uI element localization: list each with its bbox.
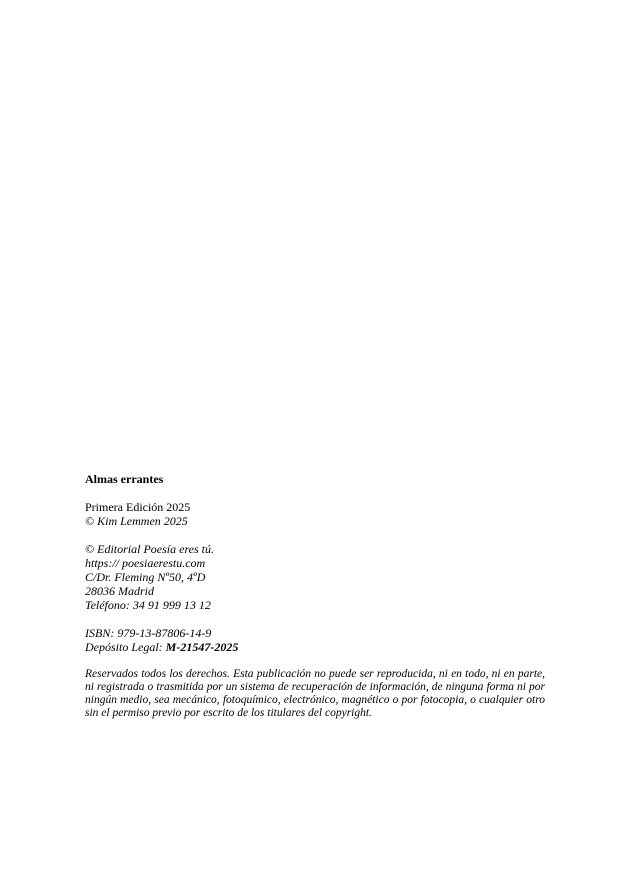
legal-deposit-line: [85, 640, 545, 654]
author-copyright: © Kim Lemmen 2025: [85, 514, 188, 528]
legal-deposit-value: M-21547-2025: [165, 640, 239, 654]
publisher-city: 28036 Madrid: [85, 584, 154, 598]
rights-notice: Reservados todos los derechos. Esta publicación no puede ser reproducida, ni en todo, ni en parte, ni registrada o trasmitida por un sistema de recuperación de información, de ninguna forma ni por ningún medio, sea mecánico, fotoquímico, electrónico, magnético o por fotocopia, o cualquier otro sin el permiso previo por escrito de los titulares del copyright.: [85, 668, 545, 719]
publisher-website: https:// poesiaerestu.com: [85, 556, 206, 570]
spacer: [85, 612, 545, 626]
legal-deposit-label: Depósito Legal:: [85, 640, 166, 654]
spacer: [85, 486, 545, 500]
spacer: [85, 528, 545, 542]
publisher-phone: Teléfono: 34 91 999 13 12: [85, 598, 211, 612]
colophon-block: [85, 472, 545, 720]
publisher-name: © Editorial Poesía eres tú.: [85, 542, 214, 556]
spacer: [85, 654, 545, 668]
edition-line: Primera Edición 2025: [85, 500, 191, 514]
book-title: Almas errantes: [85, 472, 164, 486]
isbn-line: ISBN: 979-13-87806-14-9: [85, 626, 212, 640]
publisher-street: C/Dr. Fleming Nº50, 4ºD: [85, 570, 206, 584]
